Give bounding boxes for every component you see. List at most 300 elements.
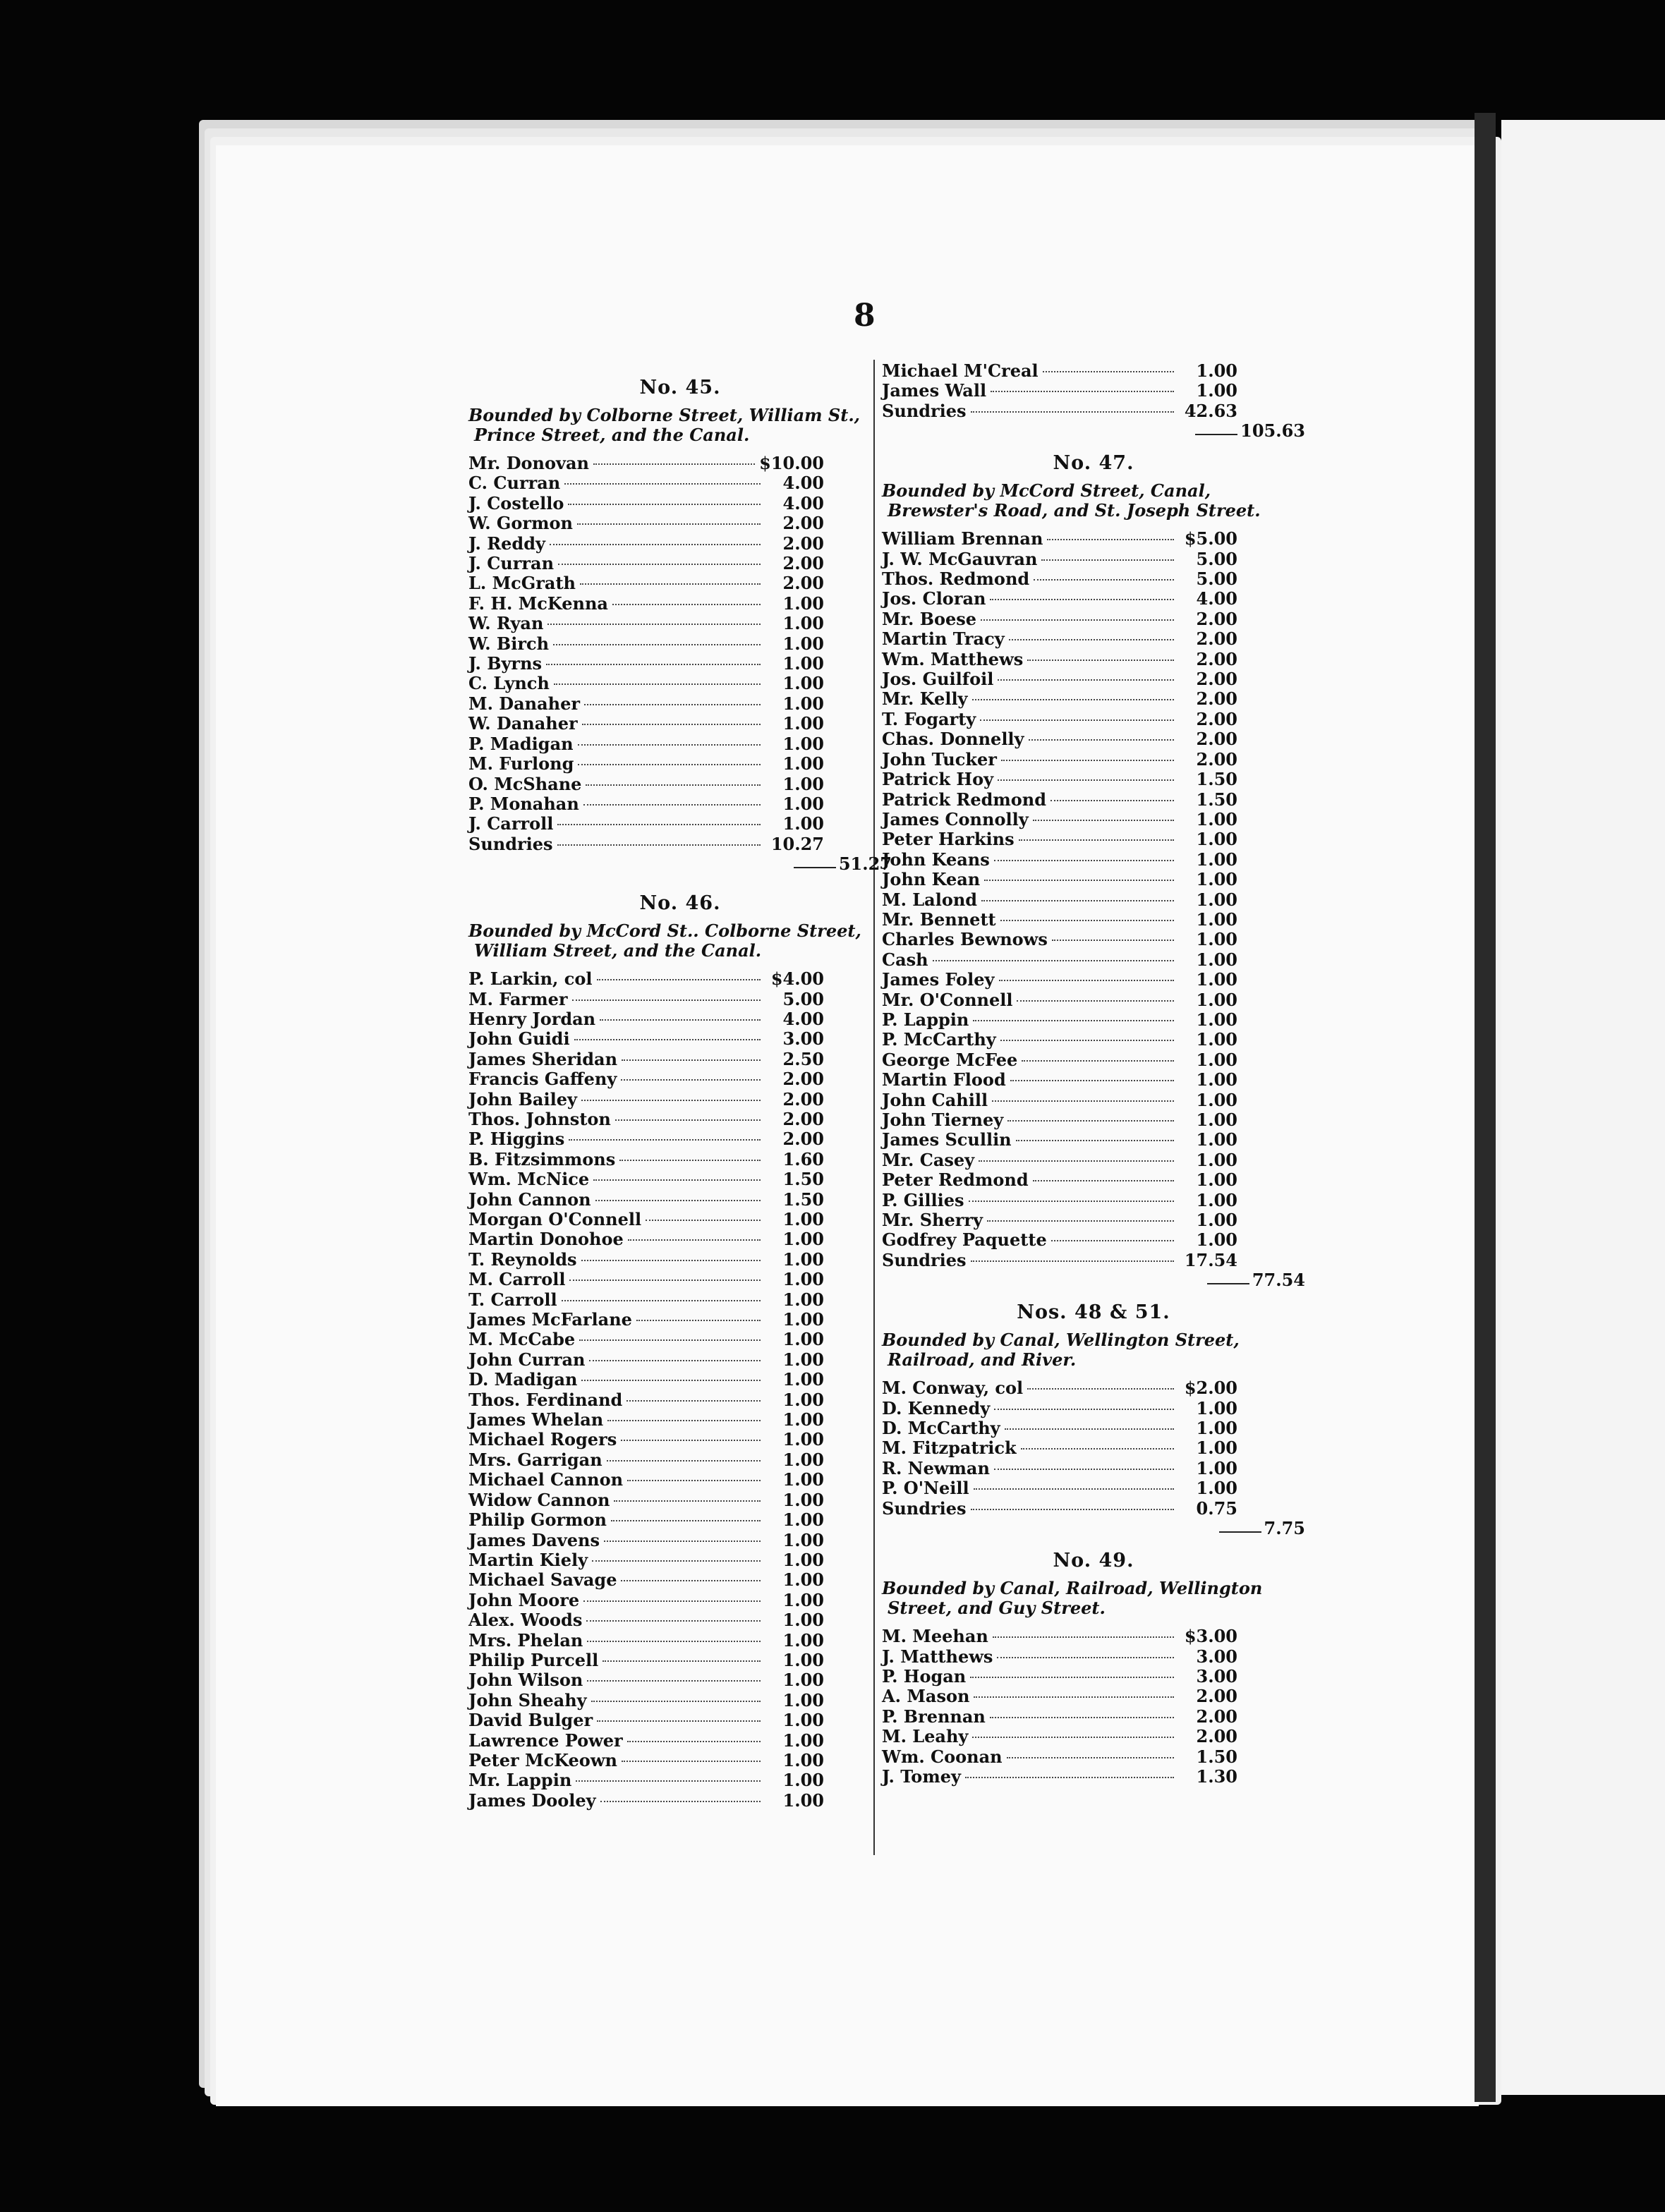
list-item — [468, 1290, 892, 1310]
entry-list — [882, 1378, 1305, 1519]
entry-name: J. W. McGauvran — [882, 548, 1038, 569]
dot-leader — [546, 664, 761, 665]
dot-leader — [1021, 1448, 1174, 1450]
dot-leader — [621, 1079, 761, 1081]
entry-name: P. Gillies — [882, 1189, 964, 1210]
entry-amount: 1.00 — [782, 673, 824, 694]
list-item — [882, 1170, 1305, 1190]
entry-name: Francis Gaffeny — [468, 1069, 617, 1090]
entry-name: M. McCabe — [468, 1329, 576, 1350]
entry-name: Alex. Woods — [468, 1610, 583, 1631]
dot-leader — [1033, 820, 1174, 821]
entry-list — [882, 529, 1305, 1270]
entry-amount: 1.00 — [1196, 989, 1237, 1010]
dot-leader — [1005, 1428, 1174, 1430]
dot-leader — [607, 1460, 761, 1462]
list-item — [468, 1350, 892, 1370]
total-amount: 51.27 — [838, 853, 892, 875]
list-item — [882, 930, 1305, 949]
list-item — [882, 1727, 1305, 1746]
list-item — [882, 1130, 1305, 1150]
entry-amount: 1.00 — [1196, 1229, 1237, 1251]
entry-amount: 1.50 — [782, 1189, 824, 1210]
entry-name: T. Carroll — [468, 1289, 557, 1310]
list-item — [468, 774, 892, 794]
dot-leader — [991, 391, 1174, 392]
list-item — [882, 910, 1305, 930]
entry-name: Martin Tracy — [882, 628, 1005, 650]
entry-name: John Sheahy — [468, 1689, 587, 1710]
section-heading: No. 47. — [1053, 452, 1134, 475]
section-description: Bounded by McCord Street, Canal, Brewster's Road, and St. Joseph Street. — [882, 480, 1261, 521]
dot-leader — [984, 880, 1174, 881]
entry-amount: 1.00 — [782, 1589, 824, 1610]
list-item — [468, 1510, 892, 1530]
list-item — [882, 1459, 1305, 1478]
dot-leader — [593, 1179, 761, 1181]
dot-leader — [980, 719, 1174, 721]
list-item — [468, 1270, 892, 1289]
list-item — [468, 714, 892, 734]
entry-name: Mr. Donovan — [468, 453, 589, 473]
entry-amount: 4.00 — [1196, 588, 1237, 609]
dot-leader — [572, 999, 761, 1001]
dot-leader — [553, 644, 761, 645]
entry-name: Mr. Sherry — [882, 1210, 983, 1231]
list-item — [882, 1191, 1305, 1210]
list-item — [468, 1490, 892, 1510]
list-item — [882, 549, 1305, 569]
dot-leader — [1027, 1388, 1174, 1390]
list-item — [468, 614, 892, 633]
entry-name: Patrick Redmond — [882, 789, 1047, 810]
entry-amount: 1.00 — [1196, 909, 1237, 930]
entry-name: Patrick Hoy — [882, 769, 994, 790]
entry-amount: 1.00 — [782, 1749, 824, 1770]
dot-leader — [1051, 800, 1174, 801]
dot-leader — [621, 1440, 761, 1441]
list-item — [468, 1390, 892, 1410]
entry-name: P. Brennan — [882, 1706, 986, 1727]
entry-amount: 2.00 — [1196, 608, 1237, 629]
entry-name: Mr. O'Connell — [882, 989, 1013, 1010]
entry-name: W. Birch — [468, 633, 550, 654]
dot-leader — [1029, 739, 1175, 741]
entry-amount: 2.00 — [1196, 1686, 1237, 1707]
entry-name: M. Farmer — [468, 988, 568, 1009]
entry-name: Mrs. Phelan — [468, 1629, 583, 1651]
entry-amount: 2.00 — [782, 1069, 824, 1090]
list-item — [468, 694, 892, 714]
dot-leader — [1019, 839, 1174, 841]
carryover-block — [882, 361, 1305, 441]
dot-leader — [1022, 1060, 1174, 1062]
dot-leader — [1051, 1240, 1174, 1241]
section-description: Bounded by Canal, Wellington Street, Railroad, and River. — [882, 1330, 1240, 1371]
entry-amount: 5.00 — [1196, 569, 1237, 590]
list-item — [882, 850, 1305, 870]
section-no-46 — [468, 892, 892, 1811]
entry-amount: 0.75 — [1196, 1497, 1237, 1519]
entry-amount: 2.00 — [782, 1088, 824, 1110]
entry-name: J. Costello — [468, 492, 564, 514]
dot-leader — [981, 619, 1174, 621]
entry-amount: $4.00 — [770, 968, 824, 990]
entry-name: James Foley — [882, 969, 995, 990]
dot-leader — [576, 1780, 761, 1782]
dot-leader — [622, 1761, 761, 1762]
total-dash — [1195, 415, 1237, 435]
dot-leader — [587, 1641, 761, 1642]
dot-leader — [628, 1239, 761, 1241]
list-item — [468, 1670, 892, 1690]
dot-leader — [969, 1201, 1174, 1202]
dot-leader — [584, 704, 761, 705]
dot-leader — [626, 1400, 761, 1402]
entry-name: James Scullin — [882, 1129, 1012, 1150]
dot-leader — [578, 744, 761, 746]
dot-leader — [994, 1469, 1174, 1470]
entry-amount: 2.00 — [1196, 1706, 1237, 1727]
list-item — [882, 1150, 1305, 1170]
list-item — [882, 669, 1305, 689]
entry-amount: 1.00 — [782, 753, 824, 774]
dot-leader — [569, 1139, 761, 1141]
section-heading: No. 46. — [639, 892, 721, 915]
entry-amount: 1.00 — [1196, 360, 1237, 381]
entry-amount: 1.60 — [782, 1148, 824, 1169]
entry-amount: 1.00 — [782, 1789, 824, 1811]
entry-name: Sundries — [882, 400, 967, 421]
dot-leader — [619, 1160, 761, 1161]
list-item — [882, 1399, 1305, 1418]
entry-name: Thos. Johnston — [468, 1108, 611, 1129]
dot-leader — [597, 979, 761, 980]
dot-leader — [994, 860, 1174, 861]
entry-name: B. Fitzsimmons — [468, 1148, 616, 1169]
entry-amount: 1.00 — [1196, 1438, 1237, 1459]
section-total — [468, 854, 892, 874]
dot-leader — [589, 1360, 761, 1361]
dot-leader — [990, 599, 1174, 600]
entry-amount: 1.00 — [1196, 889, 1237, 910]
entry-amount: 1.00 — [782, 693, 824, 714]
entry-amount: 1.50 — [1196, 769, 1237, 790]
entry-name: F. H. McKenna — [468, 592, 608, 614]
section-heading: No. 49. — [1053, 1550, 1134, 1572]
entry-amount: 2.00 — [782, 533, 824, 554]
entry-list — [468, 969, 892, 1811]
dot-leader — [578, 764, 761, 765]
list-item — [468, 1250, 892, 1270]
entry-name: John Tucker — [882, 748, 997, 770]
dot-leader — [1007, 1120, 1174, 1122]
entry-amount: 1.00 — [1196, 1110, 1237, 1130]
entry-name: John Guidi — [468, 1028, 570, 1050]
column-one — [468, 365, 892, 1811]
entry-amount: 2.00 — [782, 573, 824, 594]
entry-name: Charles Bewnows — [882, 929, 1048, 950]
entry-amount: 1.00 — [1196, 1009, 1237, 1030]
list-item — [468, 1150, 892, 1169]
list-item — [882, 1010, 1305, 1030]
entry-name: M. Conway, col — [882, 1378, 1024, 1399]
dot-leader — [582, 724, 761, 725]
list-item — [468, 734, 892, 754]
entry-amount: 1.00 — [782, 633, 824, 654]
dot-leader — [972, 699, 1175, 700]
list-item — [882, 1378, 1305, 1398]
dot-leader — [970, 1677, 1174, 1678]
entry-name: M. Danaher — [468, 693, 581, 714]
entry-amount: 3.00 — [782, 1028, 824, 1050]
entry-name: Henry Jordan — [468, 1008, 596, 1029]
list-item — [882, 1647, 1305, 1667]
entry-amount: 1.00 — [782, 653, 824, 674]
entry-amount: 1.00 — [782, 1429, 824, 1450]
dot-leader — [600, 1019, 761, 1021]
dot-leader — [614, 1500, 761, 1502]
section-no-49 — [882, 1550, 1305, 1787]
list-item — [468, 1531, 892, 1550]
entry-name: Michael Rogers — [468, 1429, 617, 1450]
dot-leader — [1041, 559, 1174, 561]
entry-amount: $5.00 — [1184, 528, 1237, 549]
entry-amount: 2.00 — [782, 513, 824, 534]
entry-name: John Keans — [882, 849, 990, 870]
section-heading: Nos. 48 & 51. — [1017, 1301, 1170, 1324]
entry-amount: 1.00 — [782, 733, 824, 754]
entry-amount: 2.00 — [1196, 729, 1237, 750]
entry-amount: 1.00 — [782, 713, 824, 734]
entry-name: Mrs. Garrigan — [468, 1449, 603, 1470]
entry-name: P. Higgins — [468, 1129, 565, 1150]
list-item — [468, 1691, 892, 1710]
entry-name: L. McGrath — [468, 573, 576, 594]
list-item — [882, 1478, 1305, 1498]
entry-name: Lawrence Power — [468, 1730, 623, 1751]
entry-amount: 1.00 — [782, 1449, 824, 1470]
entry-name: James Wall — [882, 380, 987, 401]
entry-amount: 3.00 — [1196, 1665, 1237, 1687]
total-dash — [794, 849, 836, 868]
section-no-45 — [468, 377, 892, 874]
entry-name: Mr. Lappin — [468, 1770, 572, 1791]
entry-amount: 1.00 — [782, 1409, 824, 1430]
entry-amount: 5.00 — [782, 988, 824, 1009]
dot-leader — [583, 1600, 761, 1602]
entry-amount: 3.00 — [1196, 1646, 1237, 1667]
entry-name: O. McShane — [468, 773, 582, 794]
entry-amount: 1.30 — [1196, 1766, 1237, 1787]
dot-leader — [583, 804, 761, 806]
entry-name: William Brennan — [882, 528, 1043, 549]
list-item — [468, 634, 892, 654]
entry-name: D. Kennedy — [882, 1397, 991, 1418]
entry-name: D. McCarthy — [882, 1418, 1000, 1439]
list-item — [882, 1767, 1305, 1787]
entry-amount: 1.00 — [1196, 1418, 1237, 1439]
list-item — [882, 1110, 1305, 1130]
dot-leader — [1017, 1000, 1174, 1002]
list-item — [882, 810, 1305, 830]
entry-name: John Kean — [882, 869, 981, 890]
list-item — [882, 1707, 1305, 1727]
entry-amount: $2.00 — [1184, 1378, 1237, 1399]
entry-amount: 1.00 — [1196, 380, 1237, 401]
list-item — [468, 1169, 892, 1189]
list-item — [468, 1190, 892, 1210]
entry-name: W. Ryan — [468, 613, 544, 634]
entry-name: John Cannon — [468, 1189, 591, 1210]
entry-amount: 1.00 — [1196, 829, 1237, 850]
entry-name: Michael M'Creal — [882, 360, 1039, 381]
entry-name: Morgan O'Connell — [468, 1209, 642, 1229]
entry-amount: 1.00 — [1196, 1069, 1237, 1090]
entry-amount: 1.00 — [782, 1469, 824, 1490]
list-item — [468, 1229, 892, 1249]
entry-amount: $3.00 — [1184, 1626, 1237, 1647]
dot-leader — [997, 1657, 1174, 1658]
list-item — [882, 401, 1305, 421]
dot-leader — [562, 1300, 761, 1301]
entry-name: A. Mason — [882, 1686, 970, 1707]
list-item — [468, 1410, 892, 1430]
entry-amount: 1.00 — [782, 1670, 824, 1691]
entry-name: John Moore — [468, 1589, 580, 1610]
dot-leader — [569, 1280, 761, 1281]
list-item — [468, 794, 892, 814]
list-item — [882, 589, 1305, 609]
entry-amount: 1.00 — [1196, 969, 1237, 990]
list-item — [468, 534, 892, 554]
page-number: 8 — [854, 298, 876, 334]
entry-amount: 1.00 — [1196, 869, 1237, 890]
entry-name: M. Lalond — [882, 889, 978, 910]
dot-leader — [621, 1580, 761, 1581]
entry-amount: 17.54 — [1184, 1249, 1237, 1270]
list-item — [468, 594, 892, 614]
entry-amount: 1.00 — [782, 1389, 824, 1410]
entry-name: P. Lappin — [882, 1009, 969, 1030]
dot-leader — [646, 1220, 761, 1221]
dot-leader — [593, 463, 755, 465]
entry-amount: 1.00 — [782, 1329, 824, 1350]
column-two — [882, 361, 1305, 1787]
entry-name: David Bulger — [468, 1710, 593, 1731]
entry-name: W. Gormon — [468, 513, 573, 534]
entry-name: J. Matthews — [882, 1646, 993, 1667]
list-item — [882, 529, 1305, 549]
list-item — [882, 1210, 1305, 1230]
dot-leader — [990, 1717, 1174, 1718]
entry-list — [882, 361, 1305, 421]
entry-name: Sundries — [468, 833, 553, 854]
entry-amount: 1.00 — [782, 1248, 824, 1270]
list-item — [468, 1450, 892, 1470]
entry-name: Wm. Coonan — [882, 1746, 1003, 1767]
entry-amount: 1.00 — [782, 813, 824, 834]
list-item — [882, 689, 1305, 709]
entry-amount: 1.00 — [782, 1629, 824, 1651]
list-item — [468, 1770, 892, 1790]
list-item — [882, 650, 1305, 669]
entry-amount: 2.00 — [1196, 628, 1237, 650]
dot-leader — [557, 824, 761, 825]
entry-name: P. Madigan — [468, 733, 574, 754]
dot-leader — [581, 1260, 761, 1261]
list-item — [468, 1210, 892, 1229]
dot-leader — [612, 604, 761, 605]
dot-leader — [627, 1480, 761, 1481]
entry-name: Philip Gormon — [468, 1509, 607, 1531]
list-item — [468, 1631, 892, 1651]
list-item — [882, 1747, 1305, 1767]
dot-leader — [974, 1488, 1174, 1490]
entry-amount: 1.00 — [782, 1209, 824, 1229]
dot-leader — [622, 1059, 761, 1061]
list-item — [468, 514, 892, 533]
list-item — [882, 1230, 1305, 1250]
entry-name: Mr. Kelly — [882, 688, 968, 710]
entry-amount: 2.00 — [782, 553, 824, 574]
entry-name: M. Carroll — [468, 1269, 566, 1290]
total-amount: 105.63 — [1240, 420, 1305, 442]
dot-leader — [595, 1200, 761, 1201]
section-total — [882, 421, 1305, 441]
dot-leader — [579, 1339, 761, 1341]
dot-leader — [974, 1696, 1174, 1698]
list-item — [882, 990, 1305, 1010]
entry-amount: 1.00 — [782, 1269, 824, 1290]
dot-leader — [1009, 639, 1174, 640]
list-item — [468, 473, 892, 493]
dot-leader — [604, 1540, 761, 1542]
entry-name: Mr. Bennett — [882, 909, 996, 930]
dot-leader — [981, 900, 1174, 901]
entry-amount: 2.50 — [782, 1048, 824, 1069]
entry-amount: 1.00 — [1196, 808, 1237, 830]
entry-name: James McFarlane — [468, 1309, 632, 1330]
list-item — [882, 1050, 1305, 1070]
entry-name: T. Reynolds — [468, 1248, 577, 1270]
entry-amount: 1.50 — [1196, 1746, 1237, 1767]
list-item — [468, 1791, 892, 1811]
dot-leader — [636, 1320, 761, 1321]
list-item — [468, 1751, 892, 1770]
section-heading: No. 45. — [639, 377, 721, 399]
entry-amount: 1.00 — [782, 1610, 824, 1631]
dot-leader — [564, 483, 761, 485]
entry-name: Jos. Guilfoil — [882, 669, 994, 690]
list-item — [468, 1370, 892, 1390]
entry-name: Mr. Boese — [882, 608, 977, 629]
list-item — [882, 381, 1305, 401]
dot-leader — [1001, 760, 1174, 761]
entry-name: Widow Cannon — [468, 1489, 610, 1510]
entry-amount: 1.00 — [782, 1309, 824, 1330]
total-dash — [1207, 1265, 1249, 1284]
entry-name: James Whelan — [468, 1409, 604, 1430]
entry-name: Martin Kiely — [468, 1549, 588, 1570]
entry-name: M. Leahy — [882, 1726, 969, 1747]
list-item — [468, 1330, 892, 1349]
dot-leader — [550, 544, 761, 545]
entry-amount: 1.00 — [782, 613, 824, 634]
entry-amount: 1.00 — [1196, 1189, 1237, 1210]
entry-name: James Sheridan — [468, 1048, 618, 1069]
dot-leader — [554, 683, 761, 685]
